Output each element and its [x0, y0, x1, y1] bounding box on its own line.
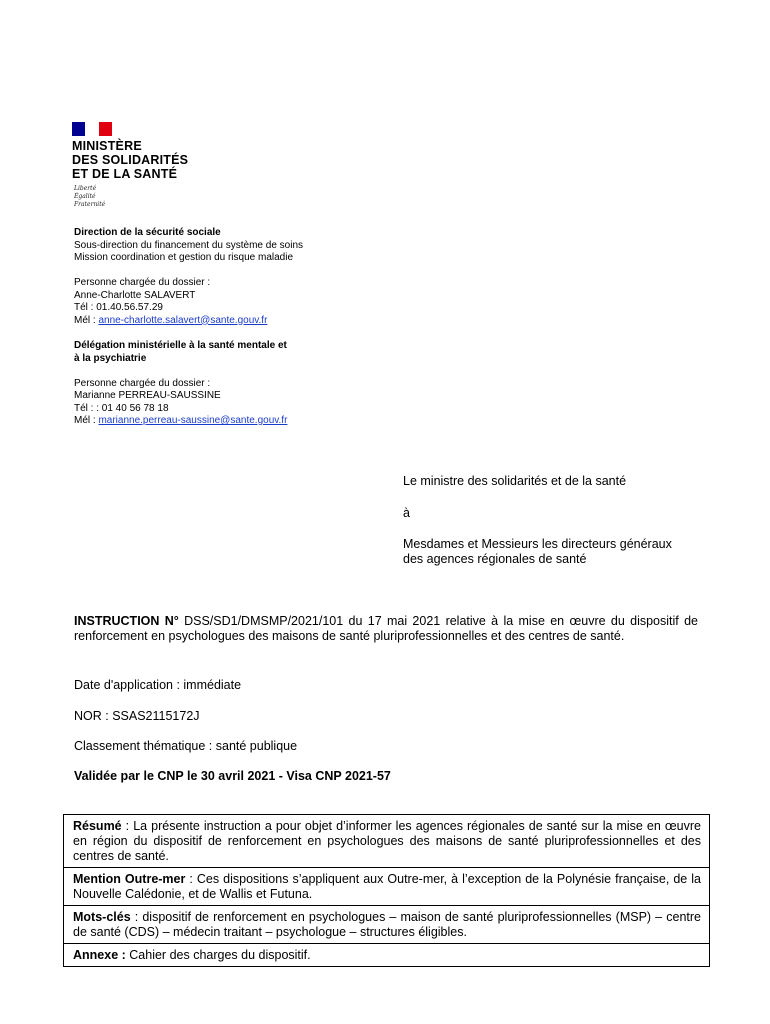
summary-row-annexe: Annexe : Cahier des charges du dispositif.	[73, 948, 311, 962]
direction-title: Direction de la sécurité sociale	[74, 227, 221, 238]
summary-row-resume: Résumé : La présente instruction a pour objet d’informer les agences régionales de santé sur la mise en œuvre en région du dispositif de renforcement en psychologues des maisons de santé pluriprofessionnelles et des centres de santé.	[64, 815, 709, 868]
summary-table	[63, 814, 710, 967]
republique-flag-icon	[72, 122, 112, 136]
sender-dmsmp: Délégation ministérielle à la santé mentale et à la psychiatrie Personne chargée du dossier : Marianne PERREAU-SAUSSINE Tél : : 01 40 56 78 18 Mél : marianne.perreau-saussine@sante.gouv.fr	[74, 340, 288, 426]
ministry-name: MINISTÈRE DES SOLIDARITÉS ET DE LA SANTÉ	[72, 139, 189, 181]
sender-minister: Le ministre des solidarités et de la santé	[403, 474, 627, 488]
date-application: Date d'application : immédiate	[74, 678, 242, 692]
to-word: à	[403, 506, 410, 520]
validation-cnp: Validée par le CNP le 30 avril 2021 - Visa CNP 2021-57	[74, 769, 391, 783]
email-link[interactable]: anne-charlotte.salavert@sante.gouv.fr	[98, 314, 268, 326]
summary-row-motscles: Mots-clés : dispositif de renforcement en psychologues – maison de santé pluriprofessionnelles (MSP) – centre de santé (CDS) – médecin traitant – psychologue – structures éligibles.	[64, 906, 709, 944]
classement-thematique: Classement thématique : santé publique	[74, 739, 298, 753]
nor-reference: NOR : SSAS2115172J	[74, 709, 200, 723]
summary-row-outremer: Mention Outre-mer : Ces dispositions s’appliquent aux Outre-mer, à l’exception de la Polynésie française, de la Nouvelle Calédonie, et de Wallis et Futuna.	[64, 868, 709, 906]
delegation-title: Délégation ministérielle à la santé mentale et	[74, 340, 287, 351]
instruction-title: INSTRUCTION N° DSS/SD1/DMSMP/2021/101 du 17 mai 2021 relative à la mise en œuvre du dispositif de renforcement en psychologues des maisons de santé pluriprofessionnelles et des centres de santé.	[74, 614, 698, 643]
email-link[interactable]: marianne.perreau-saussine@sante.gouv.fr	[98, 415, 288, 426]
recipients: Mesdames et Messieurs les directeurs généraux des agences régionales de santé	[403, 537, 672, 566]
sender-dss: Direction de la sécurité sociale Sous-direction du financement du système de soins Mission coordination et gestion du risque maladie Personne chargée du dossier : Anne-Charlotte SALAVERT Tél : 01.40.56.57.29 Mél : anne-charlotte.salavert@sante.gouv.fr	[74, 227, 304, 326]
republique-motto: Liberté Égalité Fraternité	[74, 185, 106, 208]
